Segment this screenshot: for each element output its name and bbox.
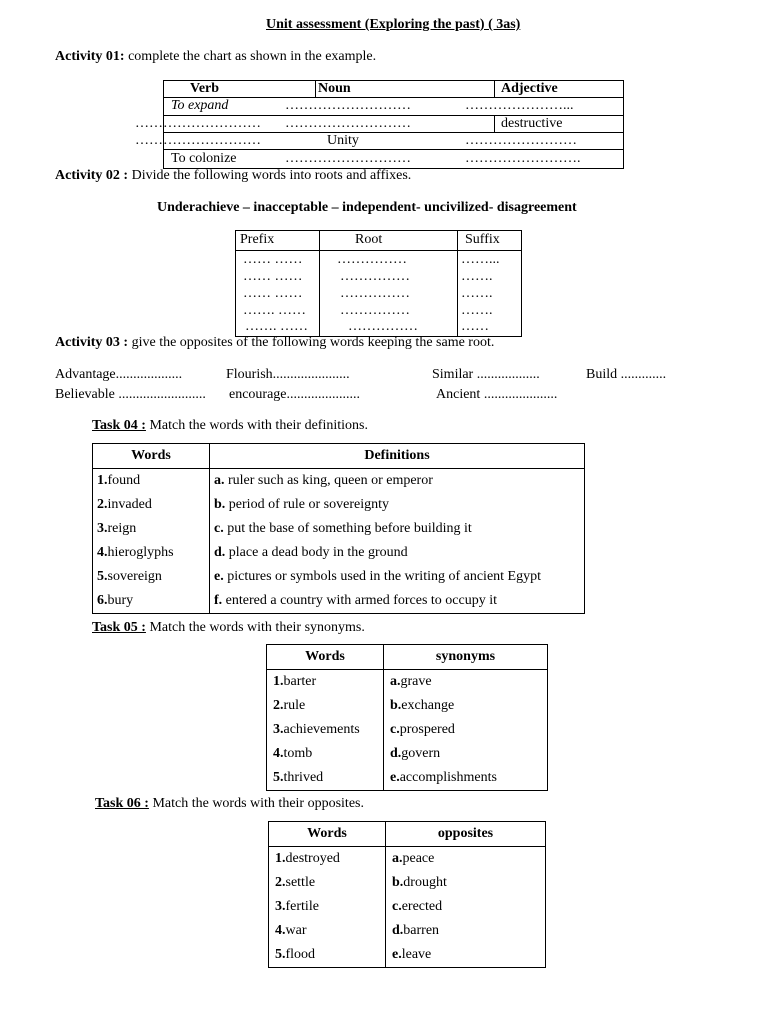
- page-title: Unit assessment (Exploring the past) ( 3as): [266, 17, 521, 32]
- table-row: [267, 694, 548, 718]
- affix-cell: ……………: [340, 303, 410, 318]
- opposite-item: encourage.....................: [229, 387, 361, 402]
- word-cell: 1.destroyed: [269, 847, 386, 872]
- task6-table: [268, 821, 546, 968]
- activity2-label: Activity 02 :: [55, 168, 129, 183]
- opposite-item: Similar ..................: [432, 367, 540, 382]
- table-row: [93, 493, 585, 517]
- task5-heading: [92, 620, 365, 636]
- chart-cell: …………………...: [465, 98, 574, 113]
- chart-cell: …………………….: [465, 151, 581, 166]
- opposite-item: Advantage...................: [55, 367, 183, 382]
- chart-cell: ………………………: [285, 98, 411, 113]
- table-row: [93, 517, 585, 541]
- affix-cell: …… ……: [243, 252, 303, 267]
- chart-cell: To colonize: [171, 151, 237, 166]
- activity1-instruction: complete the chart as shown in the example.: [124, 49, 377, 64]
- table-row: [93, 469, 585, 494]
- synonym-cell: d.govern: [384, 742, 548, 766]
- affix-header-suffix: Suffix: [465, 232, 500, 247]
- task5-table: [266, 644, 548, 791]
- table-row: [267, 718, 548, 742]
- definition-cell: d. place a dead body in the ground: [210, 541, 585, 565]
- table-row: [267, 742, 548, 766]
- word-cell: 3.fertile: [269, 895, 386, 919]
- word-cell: 4.tomb: [267, 742, 384, 766]
- affix-cell: ……………: [340, 269, 410, 284]
- word-cell: 6.bury: [93, 589, 210, 614]
- activity3-heading: [55, 335, 494, 351]
- synonym-cell: a.grave: [384, 670, 548, 695]
- word-cell: 1.barter: [267, 670, 384, 695]
- affix-header-prefix: Prefix: [240, 232, 275, 247]
- opposite-item: Believable .........................: [55, 387, 206, 402]
- word-cell: 5.flood: [269, 943, 386, 968]
- task5-instruction: Match the words with their synonyms.: [145, 620, 365, 635]
- table-row: [269, 919, 546, 943]
- affix-header-root: Root: [355, 232, 383, 247]
- affix-cell: …….: [461, 269, 493, 284]
- activity1-heading: [55, 49, 376, 65]
- activity2-heading: [55, 168, 411, 184]
- chart-cell: ………………………: [135, 116, 261, 131]
- chart-cell: To expand: [171, 98, 229, 113]
- affix-cell: …….: [461, 286, 493, 301]
- task6-instruction: Match the words with their opposites.: [148, 796, 364, 811]
- table-row: [269, 943, 546, 968]
- task4-table: [92, 443, 585, 614]
- table-row: [269, 871, 546, 895]
- affix-cell: ……. ……: [243, 303, 306, 318]
- task4-instruction: Match the words with their definitions.: [145, 418, 368, 433]
- synonym-cell: c.prospered: [384, 718, 548, 742]
- chart-cell: ………………………: [285, 151, 411, 166]
- chart-header-verb: Verb: [190, 81, 220, 96]
- task5-header-synonyms: synonyms: [384, 645, 548, 670]
- synonym-cell: e.accomplishments: [384, 766, 548, 791]
- chart-header-adjective: Adjective: [501, 81, 558, 96]
- opposite-item: Ancient .....................: [436, 387, 558, 402]
- affix-cell: ……: [461, 319, 489, 334]
- affix-cell: ……………: [340, 286, 410, 301]
- table-row: [269, 895, 546, 919]
- table-row: [93, 589, 585, 614]
- word-cell: 3.reign: [93, 517, 210, 541]
- opposite-cell: a.peace: [386, 847, 546, 872]
- affix-cell: …….: [461, 303, 493, 318]
- word-cell: 2.rule: [267, 694, 384, 718]
- word-cell: 4.war: [269, 919, 386, 943]
- word-cell: 1.found: [93, 469, 210, 494]
- task5-header-words: Words: [267, 645, 384, 670]
- task6-heading: [95, 796, 364, 812]
- task4-label: Task 04 :: [92, 418, 146, 433]
- table-row: [267, 670, 548, 695]
- table-row: [267, 766, 548, 791]
- opposite-cell: d.barren: [386, 919, 546, 943]
- activity1-label: Activity 01:: [55, 49, 125, 64]
- task4-heading: [92, 418, 368, 434]
- word-cell: 2.settle: [269, 871, 386, 895]
- chart-cell: ………………………: [285, 116, 411, 131]
- task5-label: Task 05 :: [92, 620, 146, 635]
- opposite-cell: b.drought: [386, 871, 546, 895]
- chart-cell: ………………………: [135, 133, 261, 148]
- opposite-cell: c.erected: [386, 895, 546, 919]
- opposite-item: Build .............: [586, 367, 667, 382]
- definition-cell: e. pictures or symbols used in the writing of ancient Egypt: [210, 565, 585, 589]
- definition-cell: c. put the base of something before building it: [210, 517, 585, 541]
- word-cell: 5.sovereign: [93, 565, 210, 589]
- definition-cell: b. period of rule or sovereignty: [210, 493, 585, 517]
- activity2-words: Underachieve – inacceptable – independent- uncivilized- disagreement: [157, 200, 577, 215]
- table-row: [93, 541, 585, 565]
- affix-cell: ……...: [461, 252, 500, 267]
- word-cell: 2.invaded: [93, 493, 210, 517]
- chart-cell: Unity: [327, 133, 359, 148]
- activity2-instruction: Divide the following words into roots and affixes.: [128, 168, 412, 183]
- task6-header-opposites: opposites: [386, 822, 546, 847]
- affix-cell: …… ……: [243, 269, 303, 284]
- definition-cell: f. entered a country with armed forces to occupy it: [210, 589, 585, 614]
- task6-label: Task 06 :: [95, 796, 149, 811]
- task4-header-definitions: Definitions: [210, 444, 585, 469]
- word-cell: 4.hieroglyphs: [93, 541, 210, 565]
- chart-header-noun: Noun: [318, 81, 351, 96]
- word-cell: 3.achievements: [267, 718, 384, 742]
- table-row: [93, 565, 585, 589]
- opposite-item: Flourish......................: [226, 367, 350, 382]
- affix-cell: …… ……: [243, 286, 303, 301]
- task6-header-words: Words: [269, 822, 386, 847]
- affix-cell: ……. ……: [245, 319, 308, 334]
- table-row: [269, 847, 546, 872]
- activity3-label: Activity 03 :: [55, 335, 129, 350]
- definition-cell: a. ruler such as king, queen or emperor: [210, 469, 585, 494]
- chart-cell: destructive: [501, 116, 563, 131]
- task4-header-words: Words: [93, 444, 210, 469]
- affix-cell: ……………: [337, 252, 407, 267]
- activity3-instruction: give the opposites of the following words keeping the same root.: [128, 335, 495, 350]
- opposite-cell: e.leave: [386, 943, 546, 968]
- word-cell: 5.thrived: [267, 766, 384, 791]
- affix-cell: ……………: [348, 319, 418, 334]
- chart-cell: ……………………: [465, 133, 577, 148]
- synonym-cell: b.exchange: [384, 694, 548, 718]
